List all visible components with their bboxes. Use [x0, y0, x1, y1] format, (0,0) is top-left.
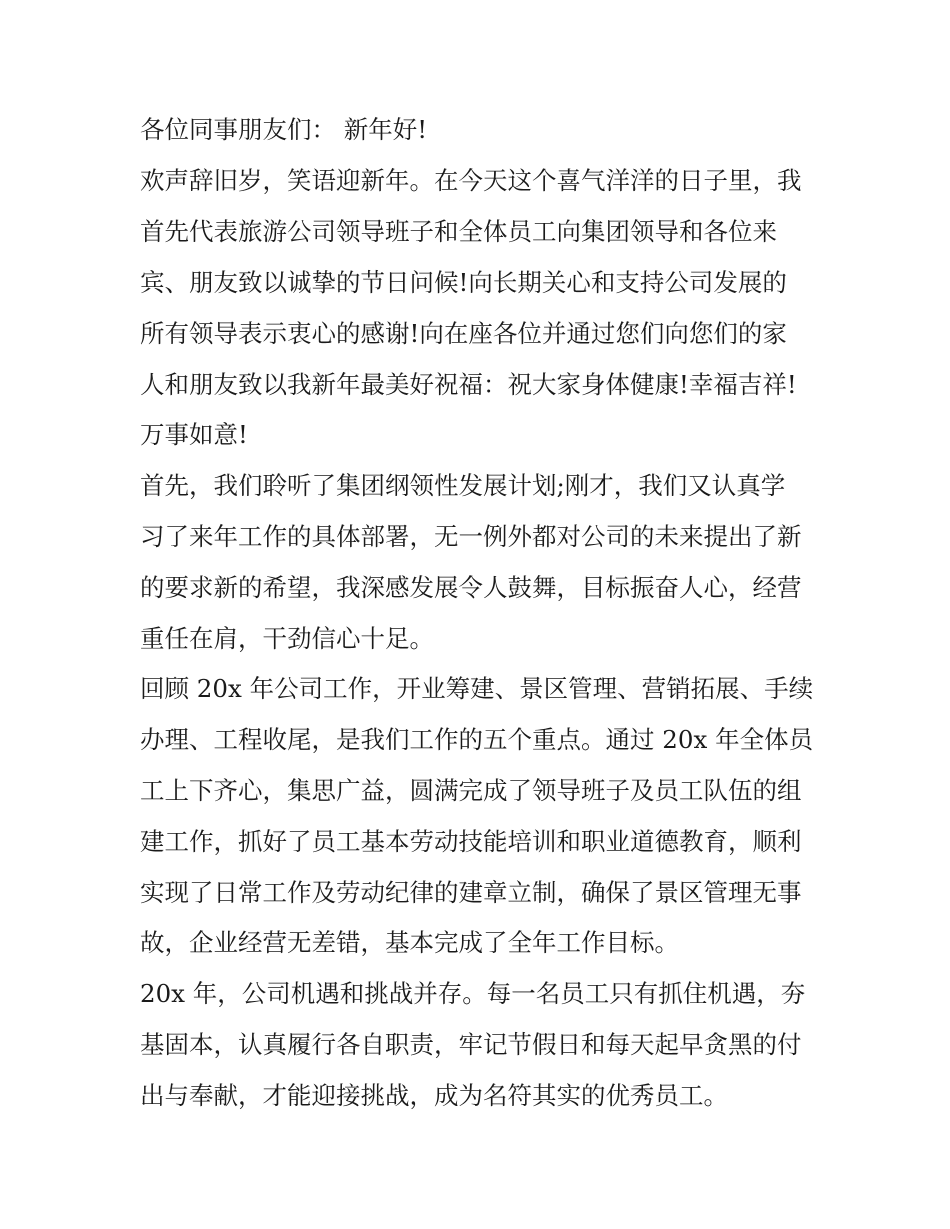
text-line: 故，企业经营无差错，基本完成了全年工作目标。 [140, 928, 679, 957]
text-line: 宾、朋友致以诚挚的节日问候!向长期关心和支持公司发展的 [140, 268, 787, 297]
text-line: 首先代表旅游公司领导班子和全体员工向集团领导和各位来 [140, 217, 777, 246]
text-line: 实现了日常工作及劳动纪律的建章立制，确保了景区管理无事 [140, 878, 802, 907]
text-line: 基固本，认真履行各自职责，牢记节假日和每天起早贪黑的付 [140, 1030, 802, 1059]
text-line: 所有领导表示衷心的感谢!向在座各位并通过您们向您们的家 [140, 319, 787, 348]
text-line: 建工作，抓好了员工基本劳动技能培训和职业道德教育，顺利 [140, 827, 802, 856]
text-line: 欢声辞旧岁，笑语迎新年。在今天这个喜气洋洋的日子里，我 [140, 166, 802, 195]
text-line-greeting: 各位同事朋友们： 新年好! [140, 115, 428, 144]
text-line: 回顾 20x 年公司工作，开业筹建、景区管理、营销拓展、手续 [140, 674, 814, 703]
text-line: 万事如意! [140, 420, 248, 449]
text-line: 习了来年工作的具体部署，无一例外都对公司的未来提出了新 [140, 522, 802, 551]
text-line: 出与奉献，才能迎接挑战，成为名符其实的优秀员工。 [140, 1081, 728, 1110]
text-line: 的要求新的希望，我深感发展令人鼓舞，目标振奋人心，经营 [140, 573, 802, 602]
text-line: 工上下齐心，集思广益，圆满完成了领导班子及员工队伍的组 [140, 776, 802, 805]
text-line: 20x 年，公司机遇和挑战并存。每一名员工只有抓住机遇，夯 [140, 979, 806, 1008]
text-line: 办理、工程收尾，是我们工作的五个重点。通过 20x 年全体员 [140, 725, 814, 754]
text-line: 首先，我们聆听了集团纲领性发展计划;刚才，我们又认真学 [140, 471, 786, 500]
text-line: 重任在肩，干劲信心十足。 [140, 624, 434, 653]
text-line: 人和朋友致以我新年最美好祝福：祝大家身体健康!幸福吉祥! [140, 370, 797, 399]
